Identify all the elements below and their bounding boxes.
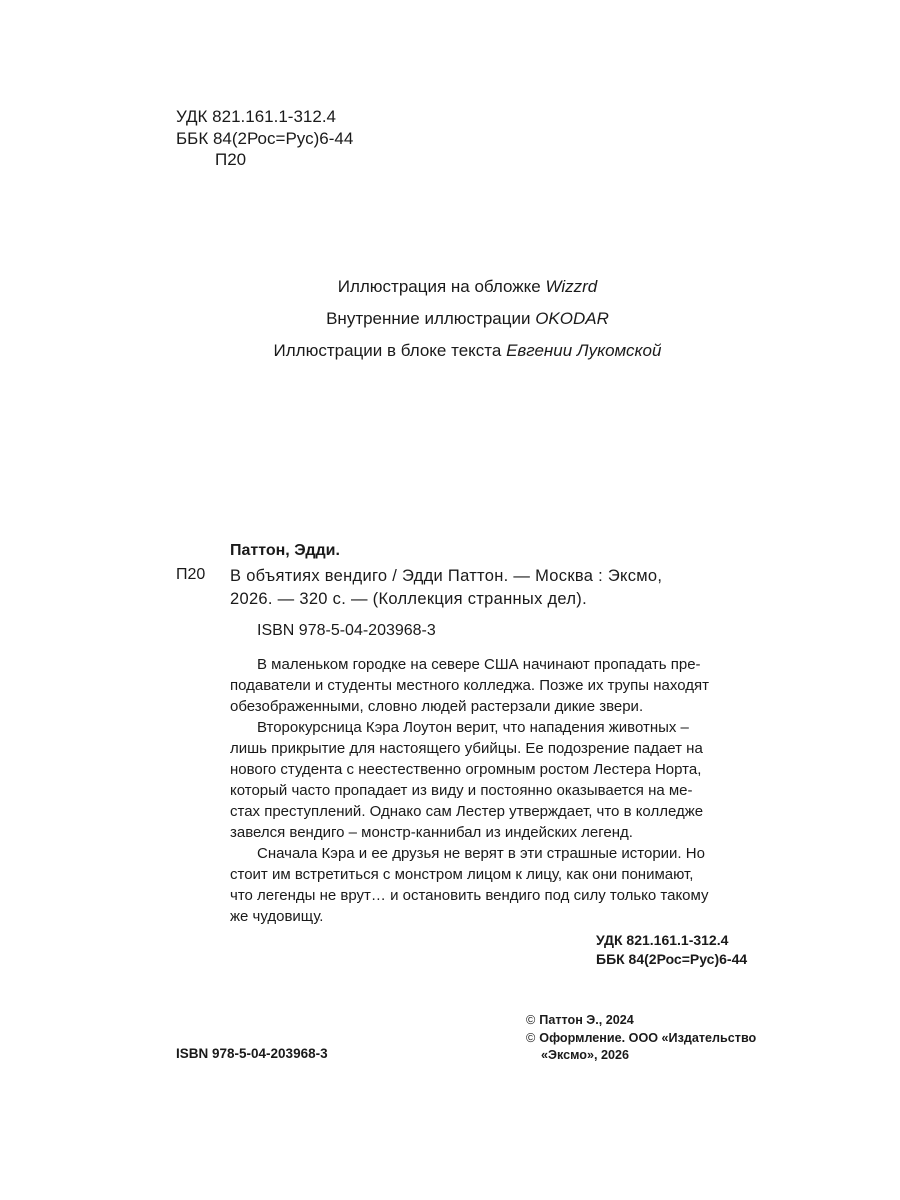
credit-text: Иллюстрации в блоке текста — [273, 341, 507, 360]
bib-title-line: 2026. — 320 с. — (Коллекция странных дел). — [230, 590, 587, 608]
bbk-right-line: ББК 84(2Рос=Рус)6-44 — [596, 951, 748, 967]
annotation-line: подаватели и студенты местного колледжа. Позже их трупы находят — [230, 677, 709, 694]
illustration-credit-cover — [0, 277, 900, 297]
isbn-bottom: ISBN 978-5-04-203968-3 — [176, 1046, 328, 1061]
bib-isbn: ISBN 978-5-04-203968-3 — [257, 622, 436, 639]
udk-line: УДК 821.161.1-312.4 — [176, 107, 337, 126]
copyright-author — [526, 1012, 634, 1028]
copyright-symbol: © — [526, 1031, 536, 1045]
credit-name: Евгении Лукомской — [506, 341, 662, 360]
annotation-line: завелся вендиго – монстр-каннибал из индейских легенд. — [230, 824, 633, 841]
annotation-line: что легенды не врут… и остановить вендиго под силу только такому — [230, 887, 709, 904]
illustration-credit-text-block — [0, 341, 900, 361]
bib-code: П20 — [176, 566, 206, 583]
copyright-text: Оформление. ООО «Издательство — [539, 1031, 757, 1045]
annotation-line: Второкурсница Кэра Лоутон верит, что нападения животных – — [257, 719, 689, 736]
copyright-design-cont: «Эксмо», 2026 — [541, 1048, 629, 1062]
annotation-line: В маленьком городке на севере США начинают пропадать пре- — [257, 656, 701, 673]
bib-author: Паттон, Эдди. — [230, 542, 340, 559]
annotation-line: обезображенными, словно людей растерзали дикие звери. — [230, 698, 644, 715]
annotation-line: лишь прикрытие для настоящего убийцы. Ее подозрение падает на — [230, 740, 703, 757]
annotation-line: же чудовищу. — [230, 908, 324, 925]
credit-name: OKODAR — [535, 309, 609, 328]
annotation-line: стах преступлений. Однако сам Лестер утверждает, что в колледже — [230, 803, 704, 820]
udk-bbk-block — [176, 106, 353, 171]
copyright-design — [526, 1030, 756, 1046]
credit-text: Внутренние иллюстрации — [326, 309, 536, 328]
credit-text: Иллюстрация на обложке — [337, 277, 546, 296]
illustration-credit-inner — [0, 309, 900, 329]
annotation-line: стоит им встретиться с монстром лицом к лицу, как они понимают, — [230, 866, 694, 883]
credit-name: Wizzrd — [545, 277, 598, 296]
author-sign-code: П20 — [215, 150, 247, 169]
copyright-symbol: © — [526, 1013, 536, 1027]
udk-right-line: УДК 821.161.1-312.4 — [596, 932, 729, 948]
annotation-line: Сначала Кэра и ее друзья не верят в эти страшные истории. Но — [257, 845, 705, 862]
annotation-line: который часто пропадает из виду и постоянно оказывается на ме- — [230, 782, 693, 799]
bbk-line: ББК 84(2Рос=Рус)6-44 — [176, 128, 354, 148]
bib-title-line: В объятиях вендиго / Эдди Паттон. — Москва : Эксмо, — [230, 567, 663, 585]
copyright-text: Паттон Э., 2024 — [539, 1013, 634, 1027]
annotation-line: нового студента с неестественно огромным ростом Лестера Норта, — [230, 761, 702, 778]
